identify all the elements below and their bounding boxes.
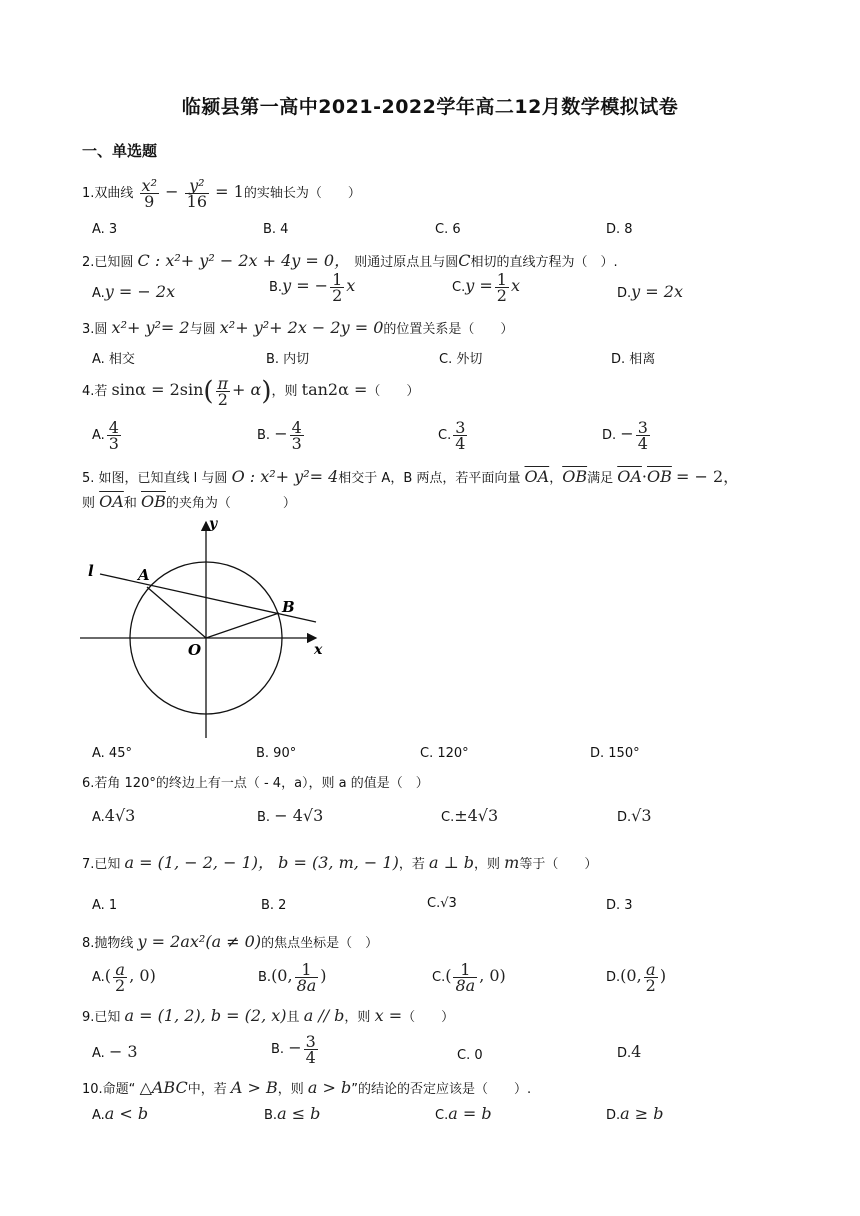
q2-c: C [458, 251, 471, 270]
q10-option-b[interactable]: B.a ≤ b [264, 1104, 321, 1123]
q1-option-b[interactable]: B. 4 [263, 222, 289, 237]
q2-option-b[interactable]: B.y = − $\frac{1}{2}$ x [269, 270, 356, 305]
label-a: A [138, 566, 150, 584]
q1-frac-2: $\frac{\text{y²}}{16}$ [186, 176, 208, 211]
q3-option-a[interactable]: A. 相交 [92, 352, 135, 367]
q9-option-d[interactable]: D.4 [617, 1042, 642, 1061]
q4-option-d[interactable]: D. − $\frac{3}{4}$ [602, 418, 648, 453]
q4-option-b[interactable]: B. − $\frac{4}{3}$ [257, 418, 302, 453]
q9-parallel: a // b [303, 1006, 345, 1025]
q8-option-a[interactable]: A.( $\frac{a}{2}$ , 0) [92, 960, 156, 995]
q7-vector-b: b = (3, m, − 1) [278, 853, 399, 872]
label-o: O [188, 641, 202, 659]
q3-option-c[interactable]: C. 外切 [439, 352, 483, 367]
q1-option-c[interactable]: C. 6 [435, 222, 461, 237]
q5-option-a[interactable]: A. 45° [92, 746, 132, 761]
section-heading: 一、单选题 [82, 142, 158, 160]
q8-option-b[interactable]: B.(0, $\frac{1}{8a}$ ) [258, 960, 327, 995]
q3-option-b[interactable]: B. 内切 [266, 352, 310, 367]
q2-circle-eq: C : x²+ y² − 2x + 4y = 0， [137, 251, 351, 270]
q5-circle-eq: O : x²+ y²= 4 [231, 467, 339, 486]
question-9: 9.已知 a = (1, 2), b = (2, x)且 a // b，则 x =（ ） [82, 1006, 455, 1025]
q1-option-a[interactable]: A. 3 [92, 222, 118, 237]
page-title: 临颍县第一高中2021-2022学年高二12月数学模拟试卷 [181, 96, 679, 118]
q5-option-b[interactable]: B. 90° [256, 746, 297, 761]
q8-option-c[interactable]: C.( $\frac{1}{8a}$ , 0) [432, 960, 506, 995]
q9-option-c[interactable]: C. 0 [457, 1048, 483, 1063]
q7-option-d[interactable]: D. 3 [606, 898, 633, 913]
q6-option-d[interactable]: D.√3 [617, 806, 652, 825]
question-7: 7.已知 a = (1, − 2, − 1)， b = (3, m, − 1)，若 a ⊥ b，则 m等于（ ） [82, 853, 598, 872]
q1-option-d[interactable]: D. 8 [606, 222, 633, 237]
q4-option-c[interactable]: C. $\frac{3}{4}$ [438, 418, 466, 453]
q10-triangle: △ABC [139, 1078, 188, 1097]
q9-option-a[interactable]: A. − 3 [92, 1042, 138, 1061]
label-y: y [209, 516, 218, 532]
question-1 [82, 178, 361, 209]
question-8: 8.抛物线 y = 2ax²(a ≠ 0)的焦点坐标是（ ） [82, 932, 379, 951]
segment-oa [147, 587, 206, 638]
q6-option-b[interactable]: B. − 4√3 [257, 806, 324, 825]
q7-option-a[interactable]: A. 1 [92, 898, 118, 913]
q4-tan: tan2α = [301, 380, 368, 399]
q4-option-a[interactable]: A. $\frac{4}{3}$ [92, 418, 119, 453]
question-4: 4.若 sinα = 2sin( $\frac{\pi}{2}$ + α)，则 tan2α =（ ） [82, 374, 420, 409]
q4-sin-eq: sinα = 2sin [111, 380, 204, 399]
question-10: 10.命题“ △ABC中，若 A > B，则 a > b”的结论的否定应该是（ ）. [82, 1078, 532, 1097]
q8-option-d[interactable]: D.(0, $\frac{a}{2}$ ) [606, 960, 667, 995]
q8-parabola: y = 2ax²(a ≠ 0) [137, 932, 262, 951]
q3-eq-1: x²+ y²= 2 [111, 318, 190, 337]
q2-option-d[interactable]: D.y = 2x [617, 282, 683, 301]
q7-option-b[interactable]: B. 2 [261, 898, 287, 913]
q1-minus: − [165, 182, 179, 201]
q9-vectors: a = (1, 2), b = (2, x) [124, 1006, 287, 1025]
q5-option-d[interactable]: D. 150° [590, 746, 640, 761]
q7-option-c[interactable]: C.√3 [427, 896, 457, 911]
label-l: l [88, 562, 94, 580]
segment-ob [206, 613, 279, 638]
question-6: 6.若角 120°的终边上有一点（ - 4，a），则 a 的值是（ ） [82, 776, 429, 791]
q1-eq: = 1 [215, 182, 244, 201]
q5-figure [78, 512, 338, 742]
q7-vector-a: a = (1, − 2, − 1)， [124, 853, 275, 872]
q2-post: 相切的直线方程为（ ）. [470, 255, 618, 270]
q10-option-d[interactable]: D.a ≥ b [606, 1104, 664, 1123]
q2-option-a[interactable]: A.y = − 2x [92, 282, 176, 301]
label-b: B [282, 598, 295, 616]
q3-eq-2: x²+ y²+ 2x − 2y = 0 [219, 318, 384, 337]
q6-option-c[interactable]: C.±4√3 [441, 806, 499, 825]
question-5-line-2: 则 $\overline{OA}$和 $\overline{OB}$的夹角为（ ） [82, 492, 296, 511]
q2-pre: 2.已知圆 [82, 255, 134, 270]
q9-option-b[interactable]: B. − $\frac{3}{4}$ [271, 1032, 316, 1067]
q1-frac-1: $\frac{\text{x²}}{9}$ [141, 176, 157, 211]
q10-option-c[interactable]: C.a = b [435, 1104, 492, 1123]
q3-option-d[interactable]: D. 相离 [611, 352, 656, 367]
question-5-line-1: 5. 如图，已知直线 l 与圆 O : x²+ y²= 4相交于 A，B 两点，若平面向量 $\overline{OA}$，$\overline{OB}$满足 $\overline{OA}\cdot\overline{OB}$ = − 2， [82, 467, 740, 486]
q5-option-c[interactable]: C. 120° [420, 746, 469, 761]
q2-mid: 则通过原点且与圆 [354, 255, 459, 270]
q2-option-c[interactable]: C.y = $\frac{1}{2}$ x [452, 270, 520, 305]
q10-option-a[interactable]: A.a < b [92, 1104, 149, 1123]
q7-perp: a ⊥ b [429, 853, 474, 872]
q1-suffix: 的实轴长为（ ） [243, 186, 361, 201]
question-2 [82, 248, 618, 271]
label-x: x [314, 642, 323, 658]
q6-option-a[interactable]: A.4√3 [92, 806, 136, 825]
question-3: 3.圆 x²+ y²= 2与圆 x²+ y²+ 2x − 2y = 0的位置关系是（ ） [82, 318, 514, 337]
q1-pre: 1.双曲线 [82, 186, 134, 201]
